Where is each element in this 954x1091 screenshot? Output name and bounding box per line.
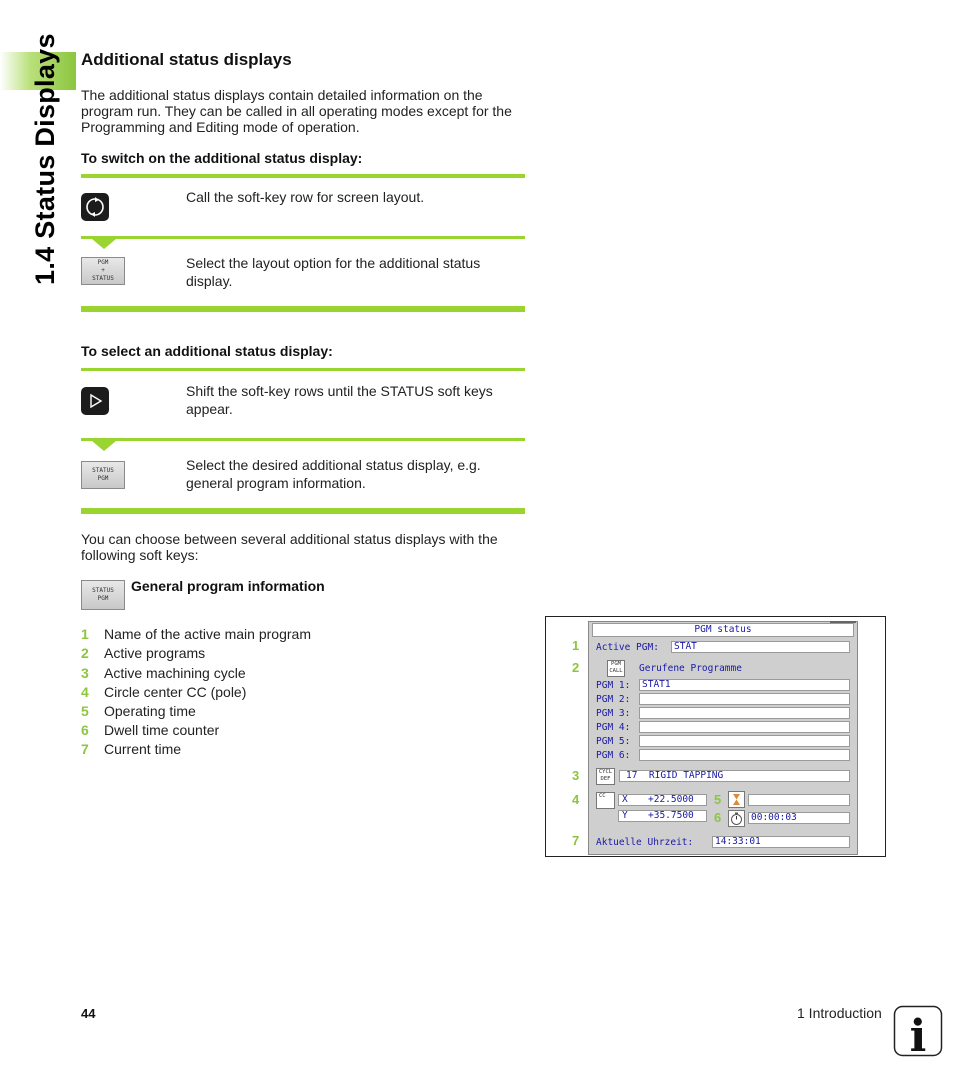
pgm-row-label: PGM 3: bbox=[596, 708, 631, 719]
list-item: Current time bbox=[104, 741, 182, 757]
list-number: 1 bbox=[81, 626, 89, 642]
cycle-field: 17 RIGID TAPPING bbox=[619, 770, 850, 782]
softkey-label: General program information bbox=[131, 578, 325, 594]
arrow-down-icon bbox=[92, 441, 116, 451]
list-number: 2 bbox=[81, 645, 89, 661]
shift-softkeys-key[interactable] bbox=[81, 387, 109, 415]
pgm-row-field bbox=[639, 707, 850, 719]
list-item: Active machining cycle bbox=[104, 665, 246, 681]
intro-line-1: The additional status displays contain detailed information on the bbox=[81, 87, 483, 103]
callout-number: 7 bbox=[572, 833, 580, 848]
section-heading: Additional status displays bbox=[81, 50, 292, 69]
list-number: 7 bbox=[81, 741, 89, 757]
called-programs-label: Gerufene Programme bbox=[639, 663, 742, 674]
select-step2-text-2: general program information. bbox=[186, 475, 366, 491]
callout-number: 4 bbox=[572, 792, 580, 807]
select-heading: To select an additional status display: bbox=[81, 343, 333, 359]
divider bbox=[81, 174, 525, 178]
list-item: Dwell time counter bbox=[104, 722, 220, 738]
list-item: Circle center CC (pole) bbox=[104, 684, 247, 700]
callout-number: 2 bbox=[572, 660, 580, 675]
pgm-call-icon: PGM CALL bbox=[607, 660, 625, 677]
intro-line-2: program run. They can be called in all operating modes except for the bbox=[81, 103, 512, 119]
switch-step2-text-2: display. bbox=[186, 273, 233, 289]
status-pgm-softkey[interactable]: STATUS PGM bbox=[81, 580, 125, 610]
current-time-label: Aktuelle Uhrzeit: bbox=[596, 837, 694, 848]
select-step1-text-2: appear. bbox=[186, 401, 233, 417]
pgm-row-field: STAT1 bbox=[639, 679, 850, 691]
callout-number: 5 bbox=[714, 792, 722, 807]
y-coordinate-field: Y +35.7500 bbox=[618, 810, 707, 822]
list-number: 6 bbox=[81, 722, 89, 738]
intro-line-3: Programming and Editing mode of operation. bbox=[81, 119, 360, 135]
pgm-row-label: PGM 1: bbox=[596, 680, 631, 691]
panel-title: PGM status bbox=[592, 623, 854, 637]
svg-text:i: i bbox=[909, 1011, 927, 1057]
callout-number: 6 bbox=[714, 810, 722, 825]
stopwatch-icon bbox=[728, 810, 745, 827]
list-item: Name of the active main program bbox=[104, 626, 311, 642]
divider bbox=[81, 236, 525, 239]
switch-on-heading: To switch on the additional status display: bbox=[81, 150, 363, 166]
info-icon bbox=[893, 1005, 943, 1057]
x-coordinate-field: X +22.5000 bbox=[618, 794, 707, 806]
list-item: Operating time bbox=[104, 703, 196, 719]
divider bbox=[81, 306, 525, 312]
list-number: 5 bbox=[81, 703, 89, 719]
cycl-def-icon: CYCL DEF bbox=[596, 768, 615, 785]
hourglass-icon bbox=[728, 791, 745, 808]
active-pgm-field: STAT bbox=[671, 641, 850, 653]
chapter-vertical-title: 1.4 Status Displays bbox=[30, 33, 60, 285]
play-right-icon bbox=[81, 387, 109, 415]
cc-pole-icon: CC bbox=[596, 792, 615, 809]
list-item: Active programs bbox=[104, 645, 206, 661]
select-step1-text-1: Shift the soft-key rows until the STATUS soft keys bbox=[186, 383, 493, 399]
arrow-down-icon bbox=[92, 239, 116, 249]
pgm-status-screenshot bbox=[545, 616, 886, 857]
screen-layout-icon bbox=[81, 193, 109, 221]
pgm-row-field bbox=[639, 721, 850, 733]
pgm-row-label: PGM 6: bbox=[596, 750, 631, 761]
pgm-row-field bbox=[639, 693, 850, 705]
switch-step2-text-1: Select the layout option for the additional status bbox=[186, 255, 481, 271]
callout-number: 3 bbox=[572, 768, 580, 783]
divider bbox=[81, 508, 525, 514]
list-number: 3 bbox=[81, 665, 89, 681]
pgm-row-field bbox=[639, 735, 850, 747]
list-number: 4 bbox=[81, 684, 89, 700]
divider bbox=[81, 368, 525, 371]
page-number: 44 bbox=[81, 1006, 96, 1021]
divider bbox=[81, 438, 525, 441]
pgm-row-label: PGM 4: bbox=[596, 722, 631, 733]
status-pgm-softkey[interactable]: STATUS PGM bbox=[81, 461, 125, 489]
active-pgm-label: Active PGM: bbox=[596, 642, 659, 653]
pgm-row-label: PGM 2: bbox=[596, 694, 631, 705]
dwell-time-field: 00:00:03 bbox=[748, 812, 850, 824]
switch-step1-text: Call the soft-key row for screen layout. bbox=[186, 189, 425, 205]
screen-layout-key[interactable] bbox=[81, 193, 109, 221]
choose-text-2: following soft keys: bbox=[81, 547, 199, 563]
pgm-status-softkey[interactable]: PGM + STATUS bbox=[81, 257, 125, 285]
footer-chapter-label: 1 Introduction bbox=[797, 1005, 882, 1021]
pgm-row-field bbox=[639, 749, 850, 761]
choose-text-1: You can choose between several additional status displays with the bbox=[81, 531, 498, 547]
callout-number: 1 bbox=[572, 638, 580, 653]
current-time-field: 14:33:01 bbox=[712, 836, 850, 848]
select-step2-text-1: Select the desired additional status display, e.g. bbox=[186, 457, 481, 473]
operating-time-field bbox=[748, 794, 850, 806]
pgm-row-label: PGM 5: bbox=[596, 736, 631, 747]
